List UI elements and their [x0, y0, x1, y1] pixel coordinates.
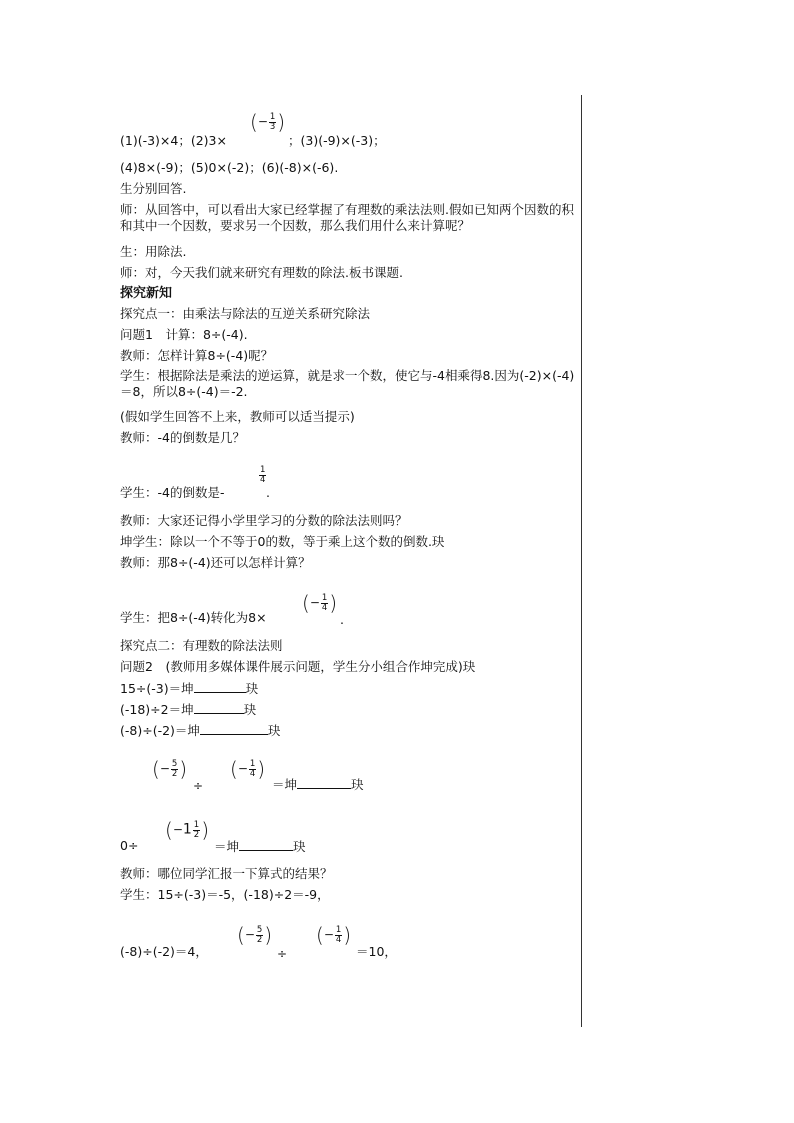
- division-sign: ÷: [193, 779, 204, 793]
- exercise-line-1: [120, 133, 227, 149]
- paragraph: 探究点一：由乘法与除法的互逆关系研究除法: [120, 306, 371, 321]
- paragraph: 教师：大家还记得小学里学习的分数的除法法则吗？: [120, 513, 408, 528]
- text-segment: 0÷: [120, 838, 139, 853]
- paragraph: 师：对，今天我们就来研究有理数的除法.板书课题.: [120, 265, 403, 280]
- answer-blank[interactable]: [239, 838, 293, 851]
- paragraph: 学生：-4的倒数是-: [120, 485, 225, 500]
- paragraph: 问题1 计算：8÷(-4).: [120, 327, 248, 342]
- exercise-line-2: (4)8×(-9)；(5)0×(-2)；(6)(-8)×(-6).: [120, 160, 339, 175]
- math-fraction-one-quarter: $\frac{1}{4}$: [260, 465, 266, 485]
- exercise-item: ＝坤 玦: [272, 777, 364, 792]
- paragraph: 问题2 (教师用多媒体课件展示问题，学生分小组合作坤完成)玦: [120, 659, 476, 674]
- paragraph: 生分别回答.: [120, 181, 187, 196]
- paragraph: 教师：那8÷(-4)还可以怎样计算？: [120, 555, 311, 570]
- paragraph: 坤学生：除以一个不等于0的数，等于乘上这个数的倒数.玦: [120, 534, 445, 549]
- exercise-item: (-18)÷2＝坤 玦: [120, 702, 257, 717]
- exercise-item: (-8)÷(-2)＝坤 玦: [120, 723, 281, 738]
- text-segment: ＝10，: [356, 944, 397, 959]
- text-segment: .: [266, 485, 270, 500]
- answer-blank[interactable]: [200, 722, 268, 735]
- exercise-line-1-cont: ；(3)(-9)×(-3)；: [288, 133, 386, 148]
- exercise-item: 15÷(-3)＝坤 玦: [120, 681, 259, 696]
- math-paren-neg-five-halves: (− $\frac{5}{2}$ ): [237, 923, 273, 947]
- paragraph: (假如学生回答不上来，教师可以适当提示): [120, 409, 355, 424]
- section-heading: 探究新知: [120, 286, 173, 301]
- text-segment: (-8)÷(-2)＝4，: [120, 944, 208, 959]
- paragraph: 学生：根据除法是乘法的逆运算，就是求一个数，使它与-4相乘得8.因为(-2)×(-4)＝8，所以8÷(-4)＝-2.: [120, 368, 575, 399]
- paragraph: 教师：怎样计算8÷(-4)呢？: [120, 348, 274, 363]
- paragraph: 教师：哪位同学汇报一下算式的结果？: [120, 866, 333, 881]
- paragraph: 学生：把8÷(-4)转化为8×: [120, 610, 267, 625]
- math-paren-neg-one-quarter: (− $\frac{1}{4}$ ): [316, 923, 352, 947]
- exercise-item: ＝坤 玦: [214, 839, 306, 854]
- text-segment: .: [340, 612, 344, 627]
- answer-blank[interactable]: [194, 701, 244, 714]
- paragraph: 学生：15÷(-3)＝-5，(-18)÷2＝-9，: [120, 887, 330, 902]
- paragraph: 教师：-4的倒数是几？: [120, 430, 245, 445]
- paragraph: 探究点二：有理数的除法法则: [120, 638, 283, 653]
- math-paren-neg-one-third: (− $\frac{1}{3}$ ): [250, 110, 286, 134]
- math-paren-neg-one-and-half: (−1 $\frac{1}{2}$ ): [165, 818, 210, 842]
- answer-blank[interactable]: [297, 776, 351, 789]
- division-sign: ÷: [277, 947, 288, 961]
- math-paren-neg-five-halves: (− $\frac{5}{2}$ ): [152, 757, 188, 781]
- math-paren-neg-one-quarter: (− $\frac{1}{4}$ ): [302, 591, 338, 615]
- text-segment: (1)(-3)×4；(2)3×: [120, 133, 227, 148]
- paragraph: 师：从回答中，可以看出大家已经掌握了有理数的乘法法则.假如已知两个因数的积和其中一个因数，要求另一个因数，那么我们用什么来计算呢？: [120, 202, 574, 233]
- answer-blank[interactable]: [194, 680, 246, 693]
- math-paren-neg-one-quarter: (− $\frac{1}{4}$ ): [230, 757, 266, 781]
- table-border-line: [581, 95, 582, 1027]
- paragraph: 生：用除法.: [120, 244, 187, 259]
